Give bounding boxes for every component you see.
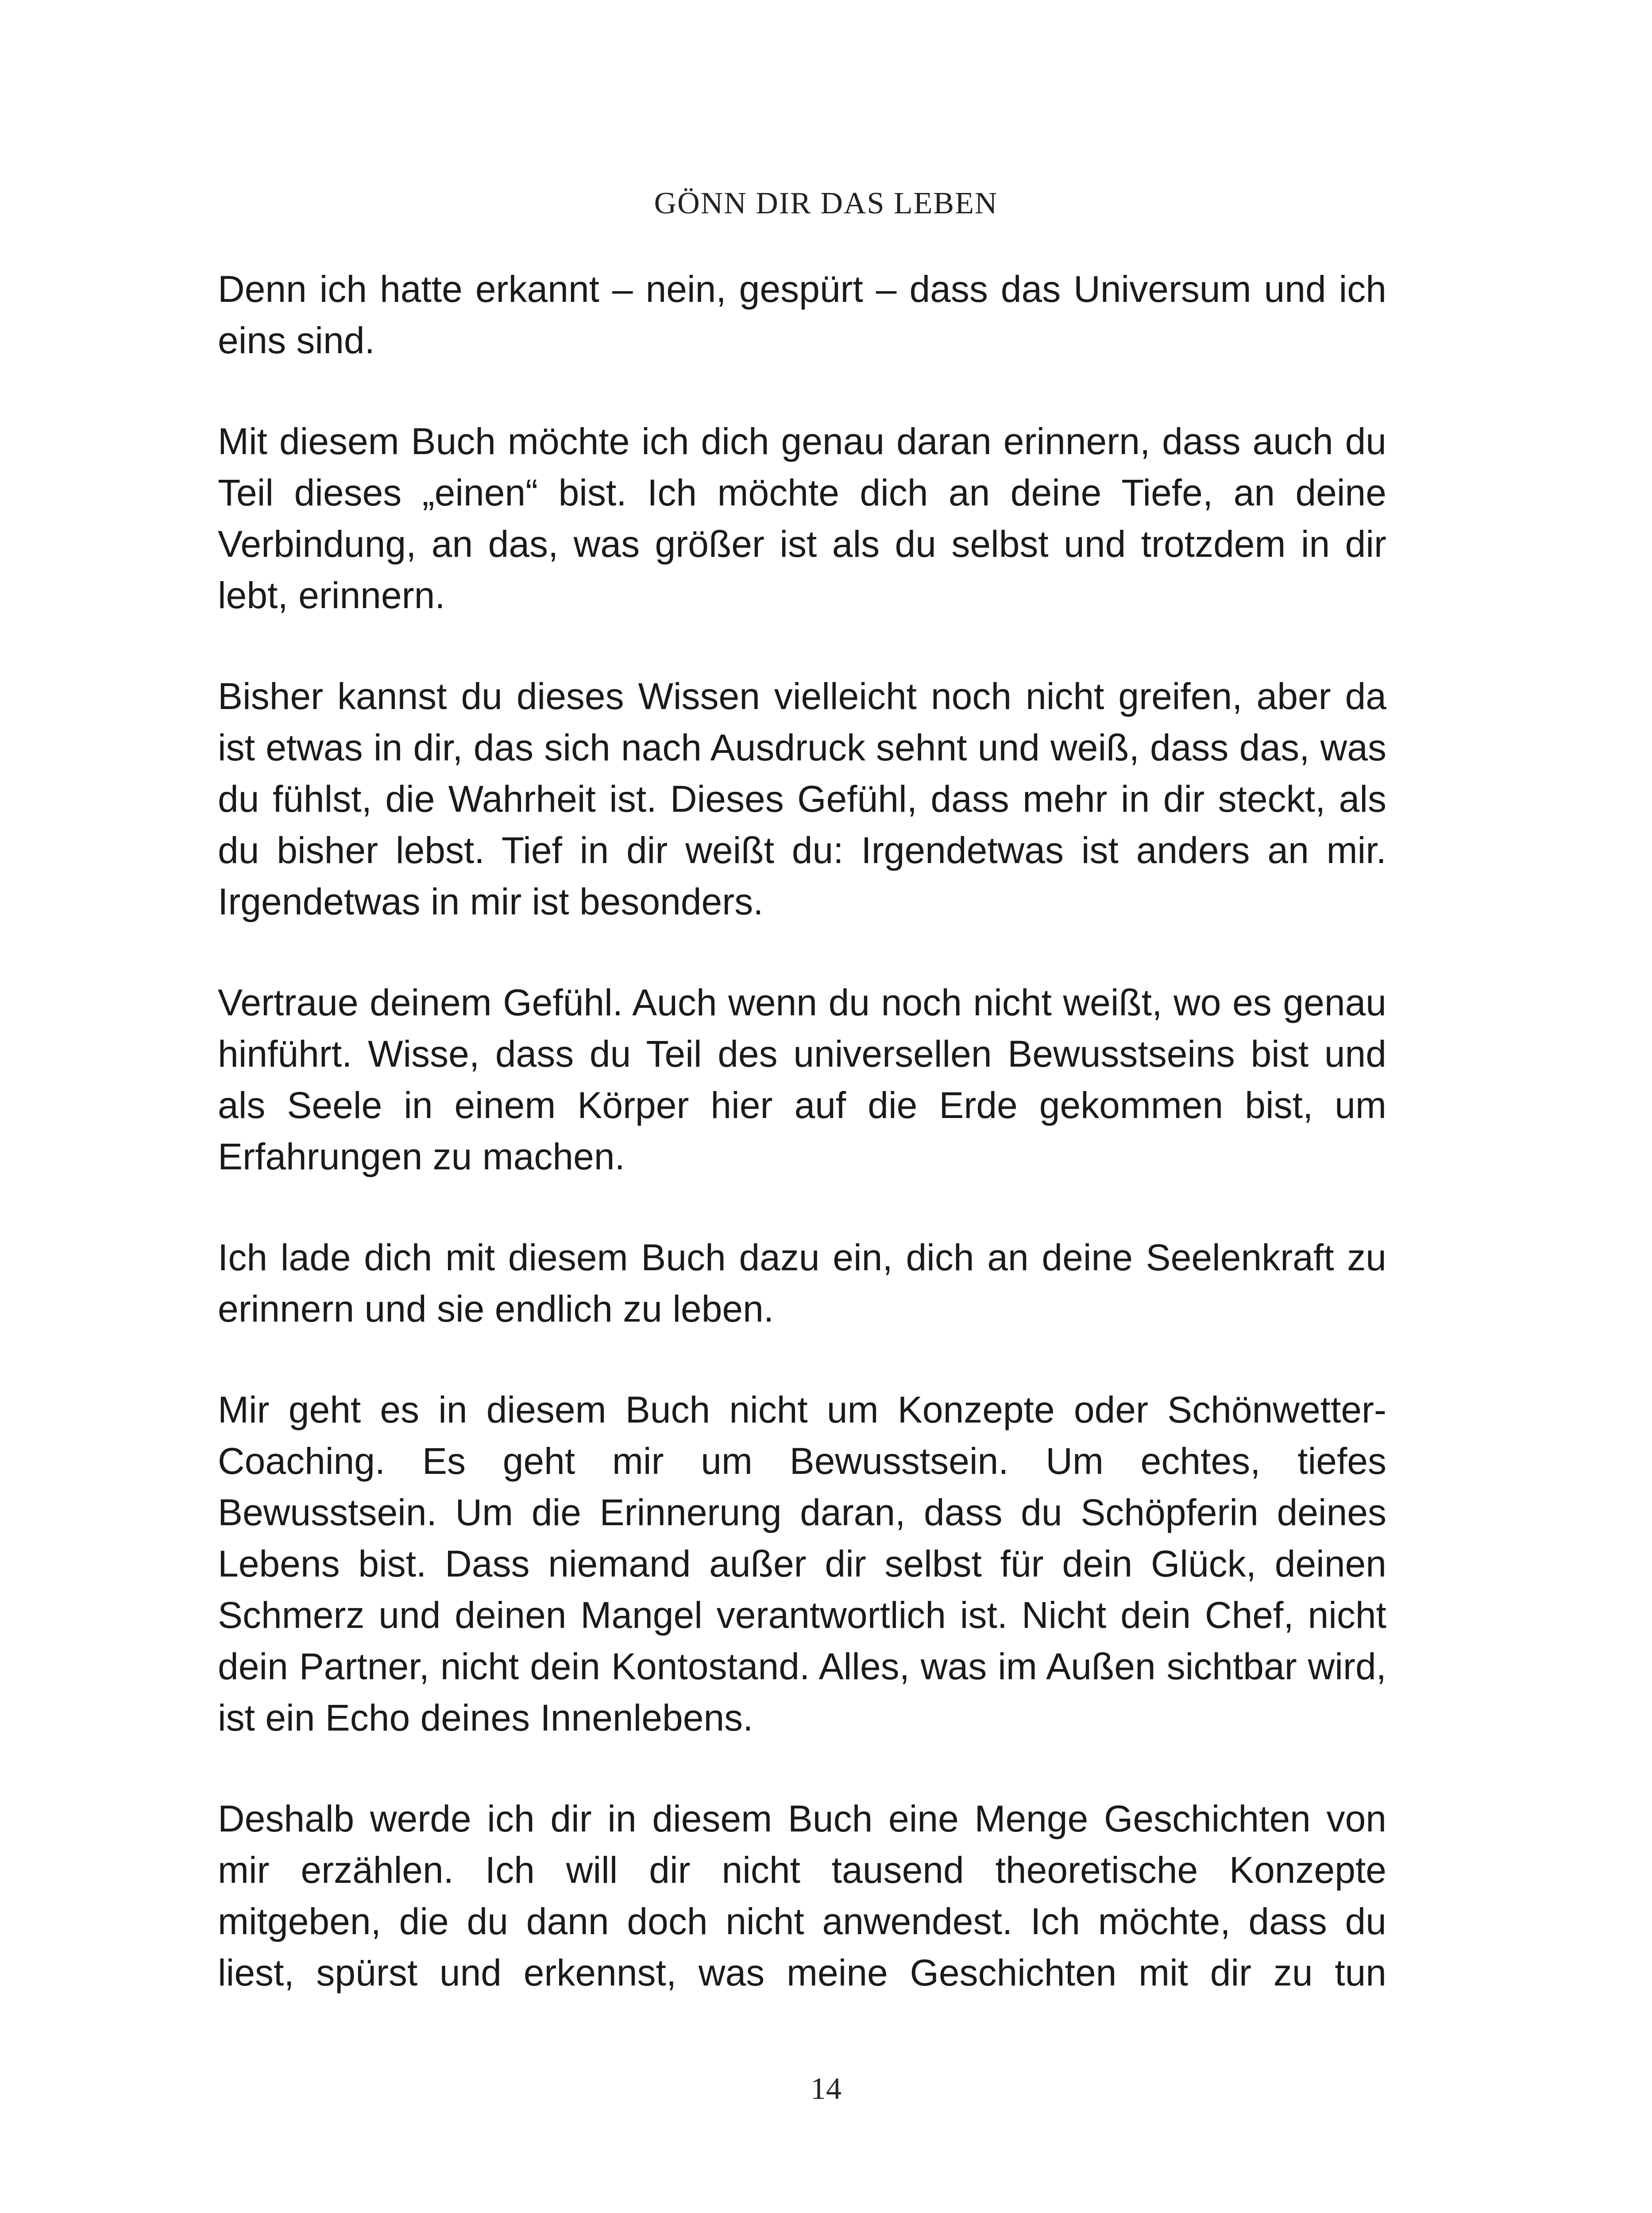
paragraph-3: Bisher kannst du dieses Wissen vielleicht noch nicht greifen, aber da ist etwas in dir, das sich nach Ausdruck sehnt und weiß, dass das, was du fühlst, die Wahrheit ist. Dieses Gefühl, dass mehr in dir steckt, als du bisher lebst. Tief in dir weißt du: Irgendetwas ist anders an mir. Irgendetwas in mir ist besonders. xyxy=(218,675,1386,922)
page-number: 14 xyxy=(811,2072,841,2106)
body-text xyxy=(218,263,1386,1998)
paragraph-6: Mir geht es in diesem Buch nicht um Konzepte oder Schönwetter-Coaching. Es geht mir um Bewusstsein. Um echtes, tiefes Bewusstsein. Um die Erinnerung daran, dass du Schöpferin deines Lebens bist. Dass niemand außer dir selbst für dein Glück, deinen Schmerz und deinen Mangel verantwortlich ist. Nicht dein Chef, nicht dein Partner, nicht dein Kontostand. Alles, was im Außen sichtbar wird, ist ein Echo deines Innenlebens. xyxy=(218,1389,1386,1739)
running-head: GÖNN DIR DAS LEBEN xyxy=(654,186,998,220)
paragraph-7: Deshalb werde ich dir in diesem Buch eine Menge Geschichten von mir erzählen. Ich will dir nicht tausend theoretische Konzepte mitgeben, die du dann doch nicht anwendest. Ich möchte, dass du liest, spürst und erkennst, was meine Geschichten mit dir zu tun xyxy=(218,1798,1386,1993)
paragraph-5: Ich lade dich mit diesem Buch dazu ein, dich an deine Seelenkraft zu erinnern und sie endlich zu leben. xyxy=(218,1237,1386,1330)
paragraph-2: Mit diesem Buch möchte ich dich genau daran erinnern, dass auch du Teil dieses „einen“ bist. Ich möchte dich an deine Tiefe, an deine Verbindung, an das, was größer ist als du selbst und trotzdem in dir lebt, erinnern. xyxy=(218,420,1386,616)
paragraph-1: Denn ich hatte erkannt – nein, gespürt – dass das Universum und ich eins sind. xyxy=(218,268,1386,361)
paragraph-4: Vertraue deinem Gefühl. Auch wenn du noch nicht weißt, wo es genau hinführt. Wisse, dass du Teil des universellen Bewusstseins bist und als Seele in einem Körper hier auf die Erde gekommen bist, um Erfahrungen zu machen. xyxy=(218,982,1386,1177)
